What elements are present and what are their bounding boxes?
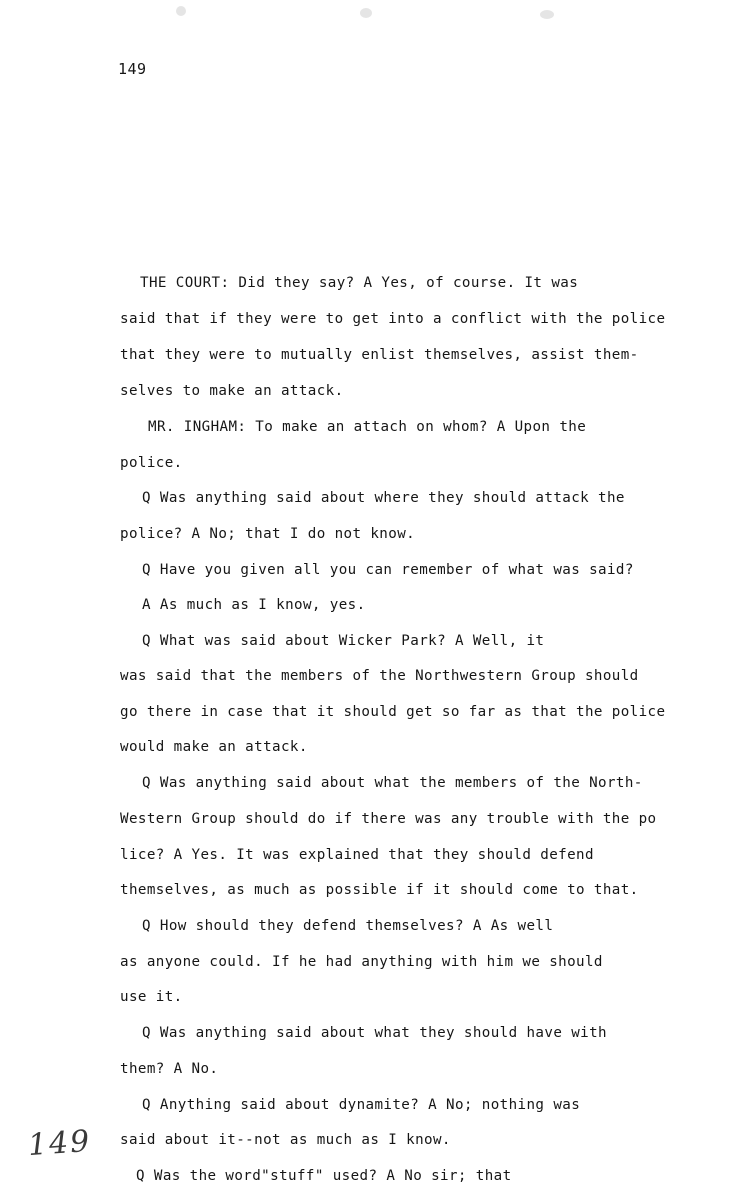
transcript-line: that they were to mutually enlist themselves, assist them-: [120, 347, 639, 363]
transcript-line: as anyone could. If he had anything with him we should: [120, 954, 603, 970]
transcript-line: Q Was anything said about what they should have with: [142, 1025, 607, 1041]
transcript-line: was said that the members of the Northwestern Group should: [120, 668, 639, 684]
transcript-line: said that if they were to get into a conflict with the police: [120, 311, 666, 327]
transcript-line: THE COURT: Did they say? A Yes, of course. It was: [140, 275, 579, 291]
transcript-line: police.: [120, 455, 183, 471]
transcript-line: use it.: [120, 989, 183, 1005]
transcript-line: them? A No.: [120, 1061, 219, 1077]
transcript-line: Q Was anything said about what the members of the North-: [142, 775, 643, 791]
transcript-line: police? A No; that I do not know.: [120, 526, 416, 542]
transcript-line: MR. INGHAM: To make an attach on whom? A Upon the: [148, 419, 587, 435]
scan-smudge: [176, 6, 186, 16]
scan-smudge: [360, 8, 372, 18]
scan-smudge: [540, 10, 554, 19]
transcript-line: A As much as I know, yes.: [142, 597, 366, 613]
transcript-line: Q Was anything said about where they should attack the: [142, 490, 625, 506]
handwritten-page-number: 149: [26, 1123, 93, 1164]
transcript-line: Q Was the word"stuff" used? A No sir; that: [136, 1168, 512, 1184]
transcript-line: lice? A Yes. It was explained that they should defend: [120, 847, 594, 863]
transcript-line: selves to make an attack.: [120, 383, 344, 399]
transcript-line: Q Have you given all you can remember of what was said?: [142, 562, 634, 578]
transcript-line: go there in case that it should get so far as that the police: [120, 704, 666, 720]
transcript-line: would make an attack.: [120, 739, 308, 755]
transcript-line: themselves, as much as possible if it should come to that.: [120, 882, 639, 898]
transcript-line: said about it--not as much as I know.: [120, 1132, 451, 1148]
transcript-line: Q Anything said about dynamite? A No; nothing was: [142, 1097, 581, 1113]
transcript-line: Q What was said about Wicker Park? A Well, it: [142, 633, 545, 649]
transcript-line: Q How should they defend themselves? A As well: [142, 918, 554, 934]
transcript-line: Western Group should do if there was any trouble with the po: [120, 811, 657, 827]
page-number: 149: [118, 60, 147, 78]
